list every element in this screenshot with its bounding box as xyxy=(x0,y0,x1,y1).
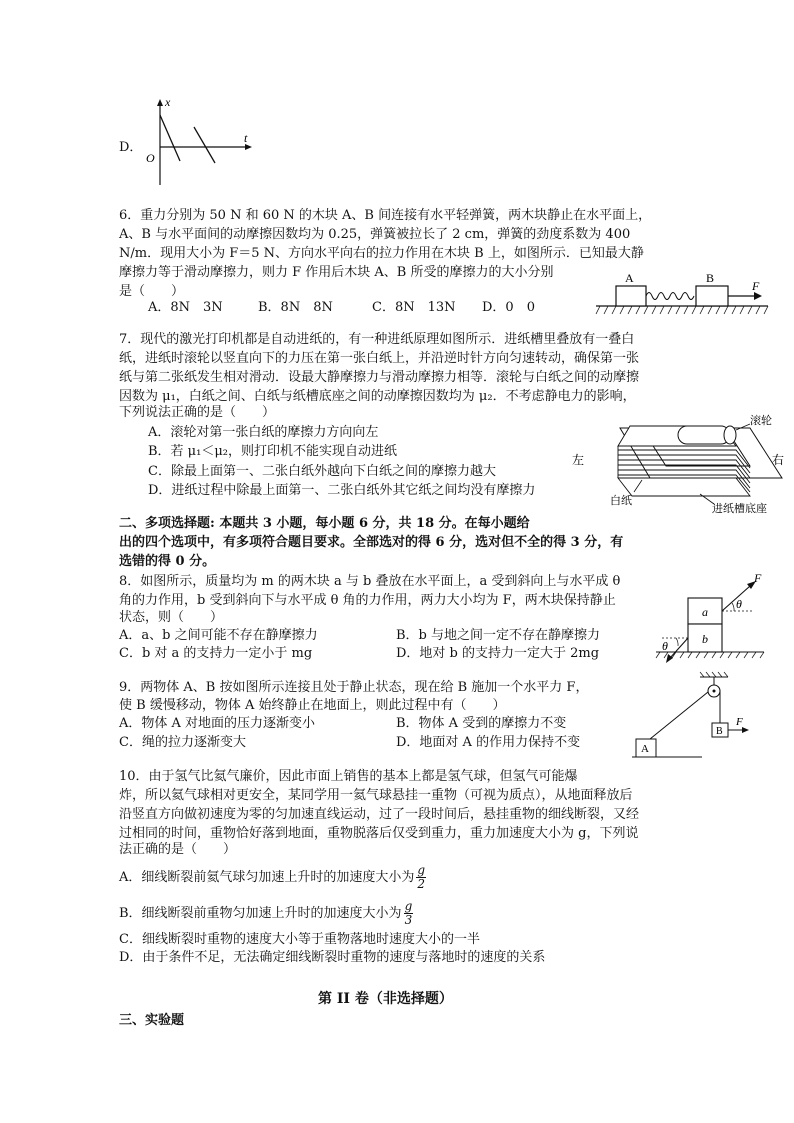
q6-option-c: C．8N 13N xyxy=(372,300,456,315)
q10-line-3: 沿竖直方向做初速度为零的匀加速直线运动，过了一段时间后，悬挂重物的细线断裂，又经 xyxy=(119,807,640,822)
q8-force-label: F xyxy=(754,571,762,585)
q6-option-d: D．0 0 xyxy=(482,300,535,315)
q5-option-d-label: D． xyxy=(119,140,143,155)
q9-option-a: A．物体 A 对地面的压力逐渐变小 xyxy=(119,716,316,731)
q6-block-b-label: B xyxy=(706,271,715,285)
q8-block-b-label: b xyxy=(702,632,708,646)
q9-option-d: D．地面对 A 的作用力保持不变 xyxy=(396,735,581,750)
part2-title: 第 II 卷（非选择题） xyxy=(318,991,453,1007)
q7-left-label: 左 xyxy=(572,453,585,467)
q7-line-1: 7．现代的激光打印机都是自动进纸的，有一种进纸原理如图所示．进纸槽里叠放有一叠白 xyxy=(119,332,635,347)
q10-option-b-denominator: 3 xyxy=(404,913,413,927)
q7-line-2: 纸，进纸时滚轮以竖直向下的力压在第一张白纸上，并沿逆时针方向匀速转动，确保第一张 xyxy=(119,351,640,366)
q6-block-a-label: A xyxy=(625,271,634,285)
q10-option-a-numerator: g xyxy=(417,863,426,877)
q10-option-a-text: A．细线断裂前氦气球匀加速上升时的加速度大小为 xyxy=(119,870,415,885)
q7-roller-label: 滚轮 xyxy=(750,415,772,427)
q7-option-b: B．若 μ₁＜μ₂，则打印机不能实现自动进纸 xyxy=(148,444,398,459)
q10-line-5: 法正确的是（ ） xyxy=(119,842,237,857)
q6-option-b: B．8N 8N xyxy=(258,300,333,315)
q8-blocks-figure xyxy=(652,571,772,674)
q10-line-2: 炸，所以氦气球相对更安全，某同学用一氦气球悬挂一重物（可视为质点），从地面释放后 xyxy=(119,788,633,803)
q10-option-a xyxy=(119,864,426,891)
q6-line-5: 是（ ） xyxy=(119,284,185,299)
q9-option-c: C．绳的拉力逐渐变大 xyxy=(119,735,246,750)
q7-line-4: 因数为 μ₁，白纸之间、白纸与纸槽底座之间的动摩擦因数均为 μ₂．不考虑静电力的影响， xyxy=(119,389,636,404)
q10-line-1: 10．由于氢气比氦气廉价，因此市面上销售的基本上都是氢气球，但氢气可能爆 xyxy=(119,769,578,784)
q7-paper-label: 白纸 xyxy=(610,495,632,507)
q8-line-2: 角的力作用，b 受到斜向下与水平成 θ 角的力作用，两力大小均为 F，两木块保持静止 xyxy=(119,593,616,608)
q10-option-b-text: B．细线断裂前重物匀加速上升时的加速度大小为 xyxy=(119,906,402,921)
q8-angle-top-label: θ xyxy=(736,597,742,611)
q10-line-4: 过相同的时间，重物恰好落到地面，重物脱落后仅受到重力，重力加速度大小为 g，下列说 xyxy=(119,826,639,841)
q9-line-2: 使 B 缓慢移动，物体 A 始终静止在地面上，则此过程中有（ ） xyxy=(119,698,506,713)
q6-line-3: N/m．现用大小为 F＝5 N、方向水平向右的拉力作用在木块 B 上，如图所示．已知最大静 xyxy=(119,246,644,261)
section3-heading: 三、实验题 xyxy=(119,1013,185,1028)
q9-block-a-label: A xyxy=(641,743,649,755)
q6-option-a: A．8N 3N xyxy=(148,300,223,315)
q6-line-1: 6．重力分别为 50 N 和 60 N 的木块 A、B 间连接有水平轻弹簧，两木块静止在水平面上， xyxy=(119,208,652,223)
q7-base-label: 进纸槽底座 xyxy=(712,503,767,515)
q7-option-a: A．滚轮对第一张白纸的摩擦力方向向左 xyxy=(148,425,379,440)
q8-option-b: B．b 与地之间一定不存在静摩擦力 xyxy=(396,628,601,643)
q5-axis-t-label: t xyxy=(244,131,248,145)
q6-force-label: F xyxy=(752,279,760,293)
section2-line-2: 出的四个选项中，有多项符合题目要求。全部选对的得 6 分，选对但不全的得 3 分，有 xyxy=(119,535,624,550)
q10-option-a-fraction xyxy=(416,864,426,891)
q10-option-a-denominator: 2 xyxy=(417,877,426,891)
q10-option-b-numerator: g xyxy=(404,899,413,913)
q10-option-b xyxy=(119,900,413,927)
q10-option-c: C．细线断裂时重物的速度大小等于重物落地时速度大小的一半 xyxy=(119,932,480,947)
q6-line-4: 摩擦力等于滑动摩擦力，则力 F 作用后木块 A、B 所受的摩擦力的大小分别 xyxy=(119,265,554,280)
q9-pulley-figure xyxy=(632,675,762,760)
q7-option-c: C．除最上面第一、二张白纸外越向下白纸之间的摩擦力越大 xyxy=(148,464,496,479)
q10-option-d: D．由于条件不足，无法确定细线断裂时重物的速度与落地时的速度的关系 xyxy=(119,950,546,965)
q8-block-a-label: a xyxy=(702,605,708,619)
q8-angle-bottom-label: θ xyxy=(662,639,668,653)
q8-option-c: C．b 对 a 的支持力一定小于 mg xyxy=(119,646,313,661)
q7-printer-figure xyxy=(570,408,790,518)
q9-line-1: 9．两物体 A、B 按如图所示连接且处于静止状态，现在给 B 施加一个水平力 F， xyxy=(119,680,589,695)
q8-option-a: A．a、b 之间可能不存在静摩擦力 xyxy=(119,628,318,643)
q7-line-5: 下列说法正确的是（ ） xyxy=(119,405,276,420)
section2-line-1: 二、多项选择题: 本题共 3 小题，每小题 6 分，共 18 分。在每小题给 xyxy=(119,516,530,531)
section2-line-3: 选错的得 0 分。 xyxy=(119,554,216,569)
q9-force-label: F xyxy=(736,716,743,728)
q7-line-3: 纸与第二张纸发生相对滑动．设最大静摩擦力与滑动摩擦力相等．滚轮与白纸之间的动摩擦 xyxy=(119,370,640,385)
q9-option-b: B．物体 A 受到的摩擦力不变 xyxy=(396,716,567,731)
q5-xt-graph xyxy=(140,95,260,195)
q9-block-b-label: B xyxy=(716,726,723,737)
q5-axis-x-label: x xyxy=(165,95,171,109)
q7-right-label: 右 xyxy=(772,453,785,467)
q10-option-b-fraction xyxy=(404,900,414,927)
q8-line-3: 状态，则（ ） xyxy=(119,610,224,625)
q8-line-1: 8．如图所示，质量均为 m 的两木块 a 与 b 叠放在水平面上，a 受到斜向上与水平成 θ xyxy=(119,574,621,589)
q7-option-d: D．进纸过程中除最上面第一、二张白纸外其它纸之间均没有摩擦力 xyxy=(148,483,536,498)
q6-line-2: A、B 与水平面间的动摩擦因数均为 0.25，弹簧被拉长了 2 cm，弹簧的劲度系数为 400 xyxy=(119,227,631,242)
q6-figure xyxy=(596,270,776,320)
q5-origin-label: O xyxy=(146,151,155,165)
q8-option-d: D．地对 b 的支持力一定大于 2mg xyxy=(396,646,600,661)
